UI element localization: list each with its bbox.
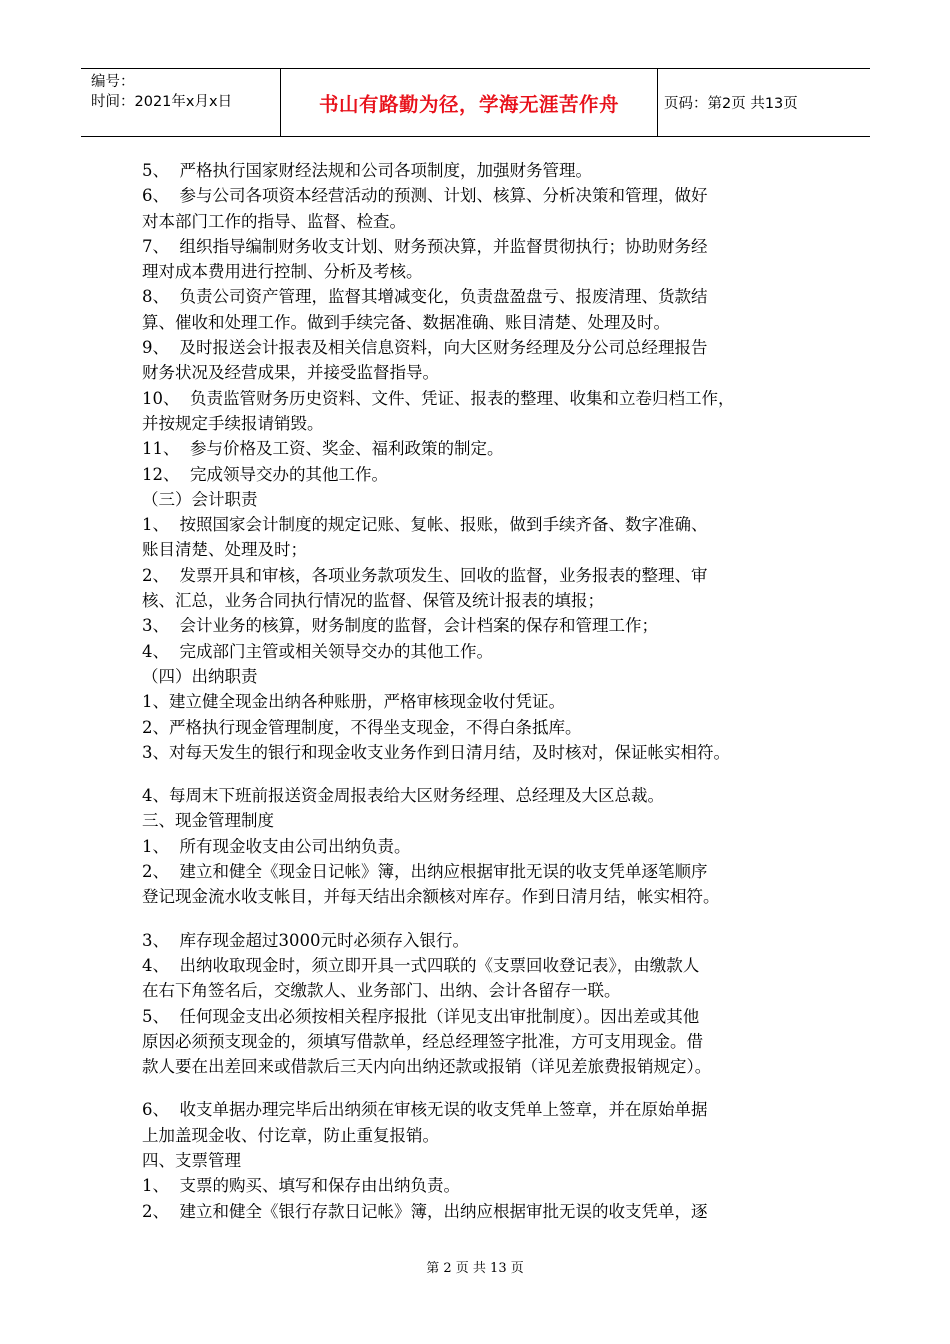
body-line: 对本部门工作的指导、监督、检查。 [142,211,406,231]
body-line: 12、 完成领导交办的其他工作。 [142,464,388,484]
body-line: 账目清楚、处理及时； [142,540,307,560]
body-line: 7、 组织指导编制财务收支计划、财务预决算，并监督贯彻执行；协助财务经 [142,236,708,256]
page-footer: 第 2 页 共 13 页 [426,1261,524,1276]
page-header [81,68,870,137]
body-line: 9、 及时报送会计报表及相关信息资料，向大区财务经理及分公司总经理报告 [142,338,708,358]
section-heading: （三）会计职责 [142,489,258,509]
body-line: 1、 支票的购买、填写和保存由出纳负责。 [142,1176,460,1196]
body-line: 11、 参与价格及工资、奖金、福利政策的制定。 [142,439,504,459]
body-line: 4、 完成部门主管或相关领导交办的其他工作。 [142,641,493,661]
body-line: 4、 出纳收取现金时，须立即开具一式四联的《支票回收登记表》，由缴款人 [142,955,700,975]
body-line: 2、 建立和健全《现金日记帐》簿，出纳应根据审批无误的收支凭单逐笔顺序 [142,862,708,882]
body-line: 1、 按照国家会计制度的规定记账、复帐、报账，做到手续齐备、数字准确、 [142,515,708,535]
body-line: 并按规定手续报请销毁。 [142,413,324,433]
body-line: 理对成本费用进行控制、分析及考核。 [142,262,423,282]
body-line: 5、 任何现金支出必须按相关程序报批（详见支出审批制度）。因出差或其他 [142,1006,700,1026]
header-page-info: 页码：第2页 共13页 [664,96,798,112]
body-line: 3、 会计业务的核算，财务制度的监督，会计档案的保存和管理工作； [142,616,658,636]
body-line: 2、严格执行现金管理制度，不得坐支现金，不得白条抵库。 [142,717,582,737]
section-heading: 三、现金管理制度 [142,811,274,831]
document-number-label: 编号： [91,74,135,90]
body-line: 2、 发票开具和审核，各项业务款项发生、回收的监督，业务报表的整理、审 [142,565,708,585]
section-heading: （四）出纳职责 [142,666,258,686]
body-line: 1、 所有现金收支由公司出纳负责。 [142,836,411,856]
body-line: 3、对每天发生的银行和现金收支业务作到日清月结，及时核对，保证帐实相符。 [142,742,730,762]
document-body [142,158,822,1224]
body-line: 财务状况及经营成果，并接受监督指导。 [142,363,439,383]
body-line: 登记现金流水收支帐目，并每天结出余额核对库存。作到日清月结，帐实相符。 [142,887,720,907]
body-line: 1、建立健全现金出纳各种账册，严格审核现金收付凭证。 [142,692,565,712]
body-line: 3、 库存现金超过3000元时必须存入银行。 [142,930,469,950]
header-meta [81,69,281,136]
body-line: 8、 负责公司资产管理，监督其增减变化，负责盘盈盘亏、报废清理、货款结 [142,287,708,307]
header-motto: 书山有路勤为径，学海无涯苦作舟 [281,69,658,136]
body-line: 算、催收和处理工作。做到手续完备、数据准确、账目清楚、处理及时。 [142,312,670,332]
body-line: 在右下角签名后，交缴款人、业务部门、出纳、会计各留存一联。 [142,981,621,1001]
body-line: 6、 参与公司各项资本经营活动的预测、计划、核算、分析决策和管理，做好 [142,186,708,206]
document-date: 时间：2021年x月x日 [91,94,233,110]
body-line: 原因必须预支现金的，须填写借款单，经总经理签字批准，方可支用现金。借 [142,1031,703,1051]
body-line: 4、每周末下班前报送资金周报表给大区财务经理、总经理及大区总裁。 [142,786,664,806]
body-line: 款人要在出差回来或借款后三天内向出纳还款或报销（详见差旅费报销规定）。 [142,1057,712,1077]
body-line: 上加盖现金收、付讫章，防止重复报销。 [142,1125,439,1145]
body-line: 5、 严格执行国家财经法规和公司各项制度，加强财务管理。 [142,161,592,180]
body-line: 核、汇总，业务合同执行情况的监督、保管及统计报表的填报； [142,591,604,611]
body-line: 10、 负责监管财务历史资料、文件、凭证、报表的整理、收集和立卷归档工作， [142,388,735,408]
section-heading: 四、支票管理 [142,1150,241,1170]
body-line: 2、 建立和健全《银行存款日记帐》簿，出纳应根据审批无误的收支凭单，逐 [142,1201,708,1221]
body-line: 6、 收支单据办理完毕后出纳须在审核无误的收支凭单上签章，并在原始单据 [142,1100,708,1120]
